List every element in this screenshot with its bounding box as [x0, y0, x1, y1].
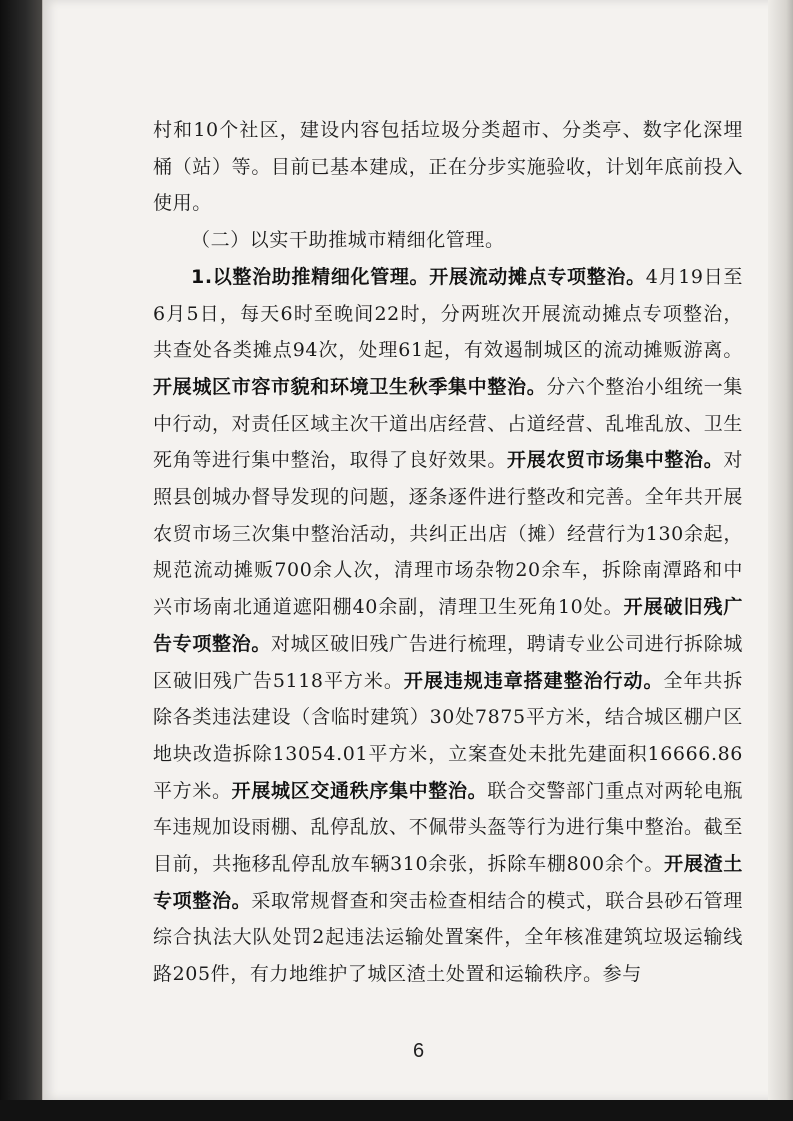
body-text [153, 112, 743, 993]
paragraph-continuation [153, 112, 743, 222]
bold-heading: 开展城区市容市貌和环境卫生秋季集中整治。 [153, 375, 547, 398]
sentence: 4月19日至6月5日，每天6时至晚间22时，分两班次开展流动摊点专项整治，共查处各类摊点94次，处理61起，有效遏制城区的流动摊贩游离。 [153, 265, 743, 362]
sentence: 全年共拆除各类违法建设（含临时建筑）30处7875平方米，结合城区棚户区地块改造拆除13054.01平方米，立案查处未批先建面积16666.86平方米。 [153, 669, 743, 802]
bold-heading: 开展渣土专项整治。 [153, 853, 743, 912]
sentence: 村和10个社区，建设内容包括垃圾分类超市、分类亭、数字化深埋桶（站）等。目前已基本建成，正在分步实施验收，计划年底前投入使用。 [153, 119, 743, 215]
paragraph-rectification [153, 259, 743, 993]
sentence: （二）以实干助推城市精细化管理。 [191, 229, 505, 252]
sentence: 分六个整治小组统一集中行动，对责任区域主次干道出店经营、占道经营、乱堆乱放、卫生死角等进行集中整治，取得了良好效果。 [153, 375, 743, 472]
bold-heading: 开展流动摊点专项整治。 [429, 265, 646, 288]
page-edge-shadow [768, 0, 793, 1100]
scan-bottom-border [0, 1100, 793, 1121]
document-page [42, 0, 793, 1100]
book-spine [0, 0, 42, 1121]
bold-heading: 1.以整治助推精细化管理。 [191, 265, 430, 288]
bold-heading: 开展农贸市场集中整治。 [507, 449, 724, 472]
bold-heading: 开展城区交通秩序集中整治。 [231, 779, 488, 802]
bold-heading: 开展破旧残广告专项整治。 [153, 596, 744, 655]
page-number: 6 [412, 1040, 425, 1062]
sentence: 采取常规督查和突击检查相结合的模式，联合县砂石管理综合执法大队处罚2起违法运输处置案件，全年核准建筑垃圾运输线路205件，有力地维护了城区渣土处置和运输秩序。参与 [153, 889, 743, 986]
sentence: 对城区破旧残广告进行梳理，聘请专业公司进行拆除城区破旧残广告5118平方米。 [153, 632, 743, 692]
section-heading [153, 222, 743, 259]
bold-heading: 开展违规违章搭建整治行动。 [403, 669, 664, 692]
sentence: 联合交警部门重点对两轮电瓶车违规加设雨棚、乱停乱放、不佩带头盔等行为进行集中整治。截至目前，共拖移乱停乱放车辆310余张，拆除车棚800余个。 [153, 779, 743, 876]
sentence: 对照县创城办督导发现的问题，逐条逐件进行整改和完善。全年共开展农贸市场三次集中整治活动，共纠正出店（摊）经营行为130余起，规范流动摊贩700余人次，清理市场杂物20余车，拆除南潭路和中兴市场南北通道遮阳棚40余副，清理卫生死角10处。 [153, 449, 743, 619]
